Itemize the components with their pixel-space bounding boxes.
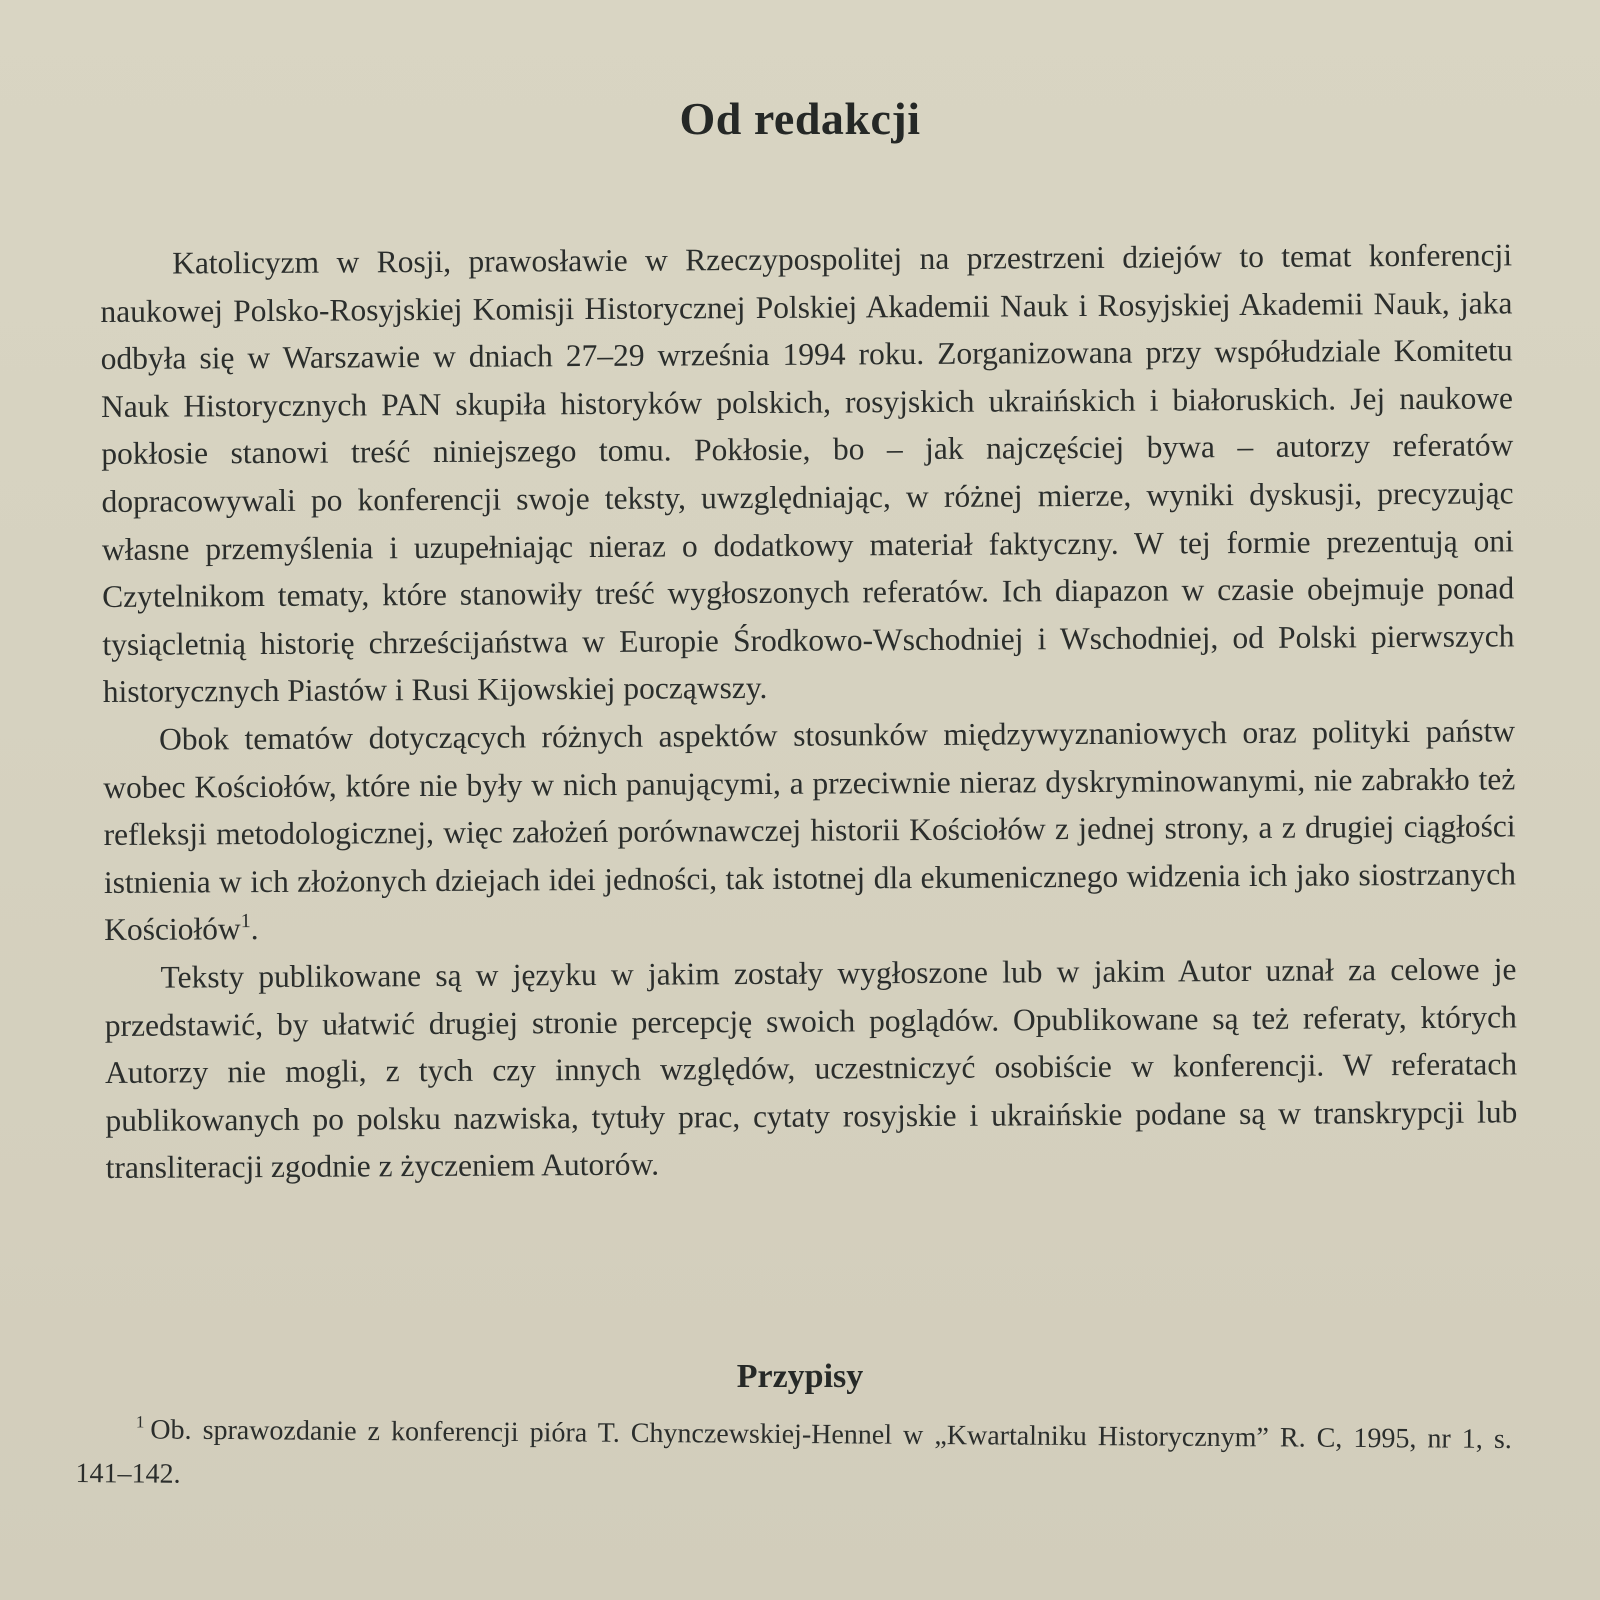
footnote-text: Ob. sprawozdanie z konferencji pióra T. Chynczewskiej-Hennel w „Kwartalniku Historycznym” R. C, 1995, nr 1, s. 141–142. xyxy=(75,1414,1512,1490)
paragraph-2 xyxy=(103,707,1516,954)
paragraph-3: Teksty publikowane są w języku w jakim zostały wygłoszone lub w jakim Autor uznał za celowe je przedstawić, by ułatwić drugiej stronie percepcję swoich poglądów. Opublikowane są też referaty, których Autorzy nie mogli, z tych czy innych względów, uczestniczyć osobiście w konferencji. W referatach publikowanych po polsku nazwiska, tytuły prac, cytaty rosyjskie i ukraińskie podane są w transkrypcji lub transliteracji zgodnie z życzeniem Autorów. xyxy=(104,951,1518,1186)
body-text xyxy=(100,231,1518,1191)
footnote-mark: 1 xyxy=(135,1412,145,1432)
page-title: Od redakcji xyxy=(679,93,921,144)
paragraph-2-end: . xyxy=(250,911,259,947)
paragraph-2-text: Obok tematów dotyczących różnych aspektów stosunków międzywyznaniowych oraz polityki państw wobec Kościołów, które nie były w nich panującymi, a przeciwnie nieraz dyskryminowanymi, nie zabrakło też refleksji metodologicznej, więc założeń porównawczej historii Kościołów z jednej strony, a z drugiej ciągłości istnienia w ich złożonych dziejach idei jedności, tak istotnej dla ekumenicznego widzenia ich jako siostrzanych Kościołów xyxy=(103,713,1517,948)
footnote-reference[interactable]: 1 xyxy=(240,910,251,933)
footnote-1 xyxy=(75,1408,1512,1506)
footnotes-heading: Przypisy xyxy=(736,1358,864,1395)
paragraph-1: Katolicyzm w Rosji, prawosławie w Rzeczypospolitej na przestrzeni dziejów to temat konferencji naukowej Polsko-Rosyjskiej Komisji Historycznej Polskiej Akademii Nauk i Rosyjskiej Akademii Nauk, jaka odbyła się w Warszawie w dniach 27–29 września 1994 roku. Zorganizowana przy współudziale Komitetu Nauk Historycznych PAN skupiła historyków polskich, rosyjskich ukraińskich i białoruskich. Jej naukowe pokłosie stanowi treść niniejszego tomu. Pokłosie, bo – jak najczęściej bywa – autorzy referatów dopracowywali po konferencji swoje teksty, uwzględniając, w różnej mierze, wyniki dyskusji, precyzując własne przemyślenia i uzupełniając nieraz o dodatkowy materiał faktyczny. W tej formie prezentują oni Czytelnikom tematy, które stanowiły treść wygłoszonych referatów. Ich diapazon w czasie obejmuje ponad tysiącletnią historię chrześcijaństwa w Europie Środkowo-Wschodniej i Wschodniej, od Polski pierwszych historycznych Piastów i Rusi Kijowskiej począwszy. xyxy=(100,237,1515,710)
